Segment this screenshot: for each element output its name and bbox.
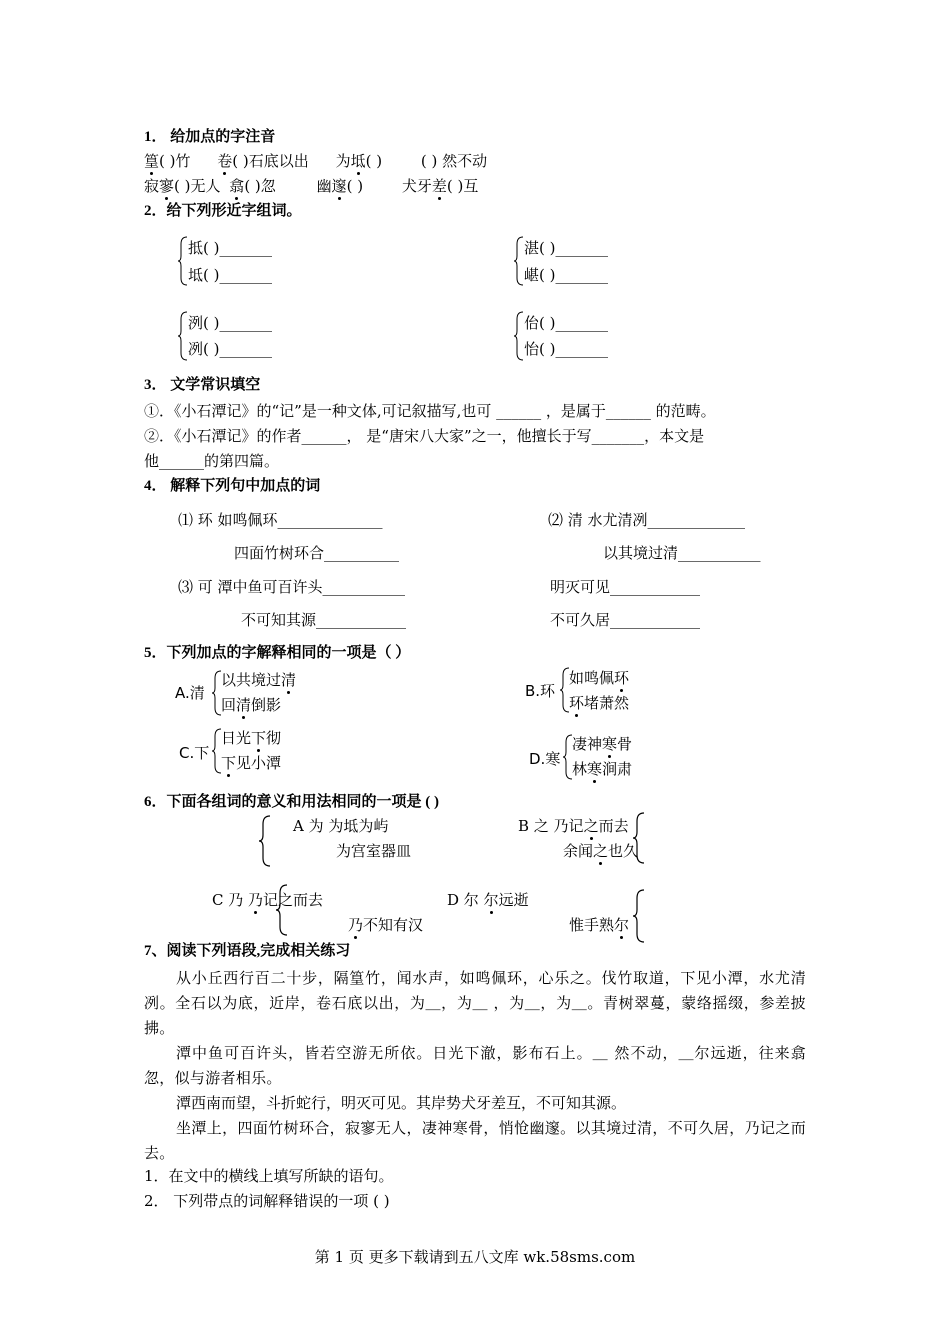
q6-b-2: 余闻之也久 [563,842,639,860]
q6-brace-c [275,884,289,936]
q1-r2-b4: ( )互 [446,177,479,195]
q6-brace-d [632,889,646,943]
q3-line2: ②．《小石潭记》的作者______， 是“唐宋八大家”之一，他擅长于写_______，本文是 [144,427,705,445]
q6-brace-a [258,815,272,867]
q7-sub-1: 1．在文中的横线上填写所缺的语句。 [144,1167,394,1185]
q1-r1-b4: ( ) 然不动 [420,152,488,170]
q1-r2-b3: ( ) [346,177,364,195]
q7-title: 7、阅读下列语段,完成相关练习 [144,943,351,959]
q5-b-2: 环堵萧然 [569,694,630,712]
q2-g2-a: 湛( )_______ [524,239,608,257]
q7-para-3: 潭西南而望，斗折蛇行，明灭可见。其岸势犬牙差互，不可知其源。 [176,1094,627,1112]
q2-g4-b: 怡( )_______ [524,340,608,358]
q2-g1-a: 抵( )_______ [188,239,272,257]
q6-title: 6．下面各组词的意义和用法相同的一项是 ( ) [144,794,439,810]
q2-brace-1 [178,236,188,286]
q4-item-7: 明灭可见____________ [550,578,701,596]
q5-b-1: 如鸣佩环 [569,669,630,687]
q1-r2-w3: 幽邃 [316,177,347,195]
q3-line3: 他______的第四篇。 [144,452,280,470]
q6-a-2: 为宫室器皿 [336,842,412,860]
q1-r2-b1: ( )无人 [174,177,221,195]
q2-g4-a: 佁( )_______ [524,314,608,332]
q5-title: 5．下列加点的字解释相同的一项是（ ） [144,645,411,661]
q6-d-2: 惟手熟尔 [569,916,630,934]
q6-c-1: C 乃 乃记之而去 [212,891,324,909]
q1-r1-b2: ( )石底以出 [232,152,309,170]
q1-r2-b2: ( )忽 [244,177,276,195]
q7-para-1: 从小丘西行百二十步，隔篁竹，闻水声，如鸣佩环，心乐之。伐竹取道，下见小潭，水尤清冽。全石以为底，近岸，卷石底以出，为＿，为＿ ，为＿，为＿。青树翠蔓，蒙络摇缀，参差披拂。 [144,969,806,1037]
q2-g3-a: 洌( )_______ [188,314,272,332]
q5-d-label: D.寒 [529,750,561,768]
q4-item-5: ⑶ 可 潭中鱼可百许头___________ [178,578,406,596]
q4-item-8: 不可久居____________ [550,611,701,629]
q4-item-2: 四面竹树环合__________ [234,544,400,562]
q6-brace-b [632,812,646,864]
q6-c-2: 乃不知有汉 [348,916,424,934]
q7-para-4: 坐潭上，四面竹树环合，寂寥无人，凄神寒骨，悄怆幽邃。以其境过清，不可久居，乃记之而去。 [144,1119,806,1162]
q5-b-label: B.环 [525,682,556,700]
q2-brace-3 [178,311,188,361]
q4-item-6: 不可知其源____________ [241,611,407,629]
q5-c-label: C.下 [179,744,210,762]
q2-title: 2．给下列形近字组词。 [144,203,302,219]
q6-a-1: A 为 为坻为屿 [293,817,389,835]
q1-row2 [144,176,478,196]
q4-item-3: ⑵ 清 水尤清冽_____________ [548,511,746,529]
q5-d-2: 林寒涧肃 [572,760,633,778]
q7-sub-2: 2． 下列带点的词解释错误的一项 ( ) [144,1192,390,1210]
q6-d-1: D 尔 尔远逝 [447,891,529,909]
q5-d-1: 凄神寒骨 [572,735,633,753]
q5-a-label: A.清 [175,684,205,702]
q4-item-1: ⑴ 环 如鸣佩环______________ [178,511,383,529]
q1-r1-w3: 为坻 [335,152,366,170]
q1-r1-b3: ( ) [365,152,383,170]
q2-g1-b: 坻( )_______ [188,266,272,284]
q6-b-1: B 之 乃记之而去 [518,817,629,835]
q5-a-2: 回清倒影 [221,696,282,714]
q1-row1 [144,151,487,171]
q7-para-2: 潭中鱼可百许头，皆若空游无所依。日光下澈，影布石上。＿ 然不动，＿尔远逝，往来翕忽，似与游者相乐。 [144,1044,806,1087]
q2-brace-4 [514,311,524,361]
q1-r2-w4: 犬牙差 [401,177,447,195]
q5-c-2: 下见小潭 [221,754,282,772]
q4-title: 4． 解释下列句中加点的词 [144,478,321,494]
q2-g3-b: 冽( )_______ [188,340,272,358]
q1-r1-b1: ( )竹 [159,152,191,170]
q2-g2-b: 嵁( )_______ [524,266,608,284]
q3-title: 3． 文学常识填空 [144,377,261,393]
q1-title: 1． 给加点的字注音 [144,129,276,145]
q1-r1-w2: 卷 [217,152,233,170]
q3-line1: ①．《小石潭记》的“记”是一种文体,可记叙描写,也可 ______ ，是属于______ 的范畴。 [144,402,716,420]
q1-r1-w1: 篁 [144,152,160,170]
q5-a-1: 以共境过清 [221,671,297,689]
q5-c-1: 日光下彻 [221,729,282,747]
q1-r2-w2: 翕 [229,177,245,195]
q4-item-4: 以其境过清___________ [603,544,761,562]
q2-brace-2 [514,236,524,286]
page-footer: 第 1 页 更多下载请到五八文库 wk.58sms.com [314,1248,636,1266]
q1-r2-w1: 寂寥 [144,177,175,195]
